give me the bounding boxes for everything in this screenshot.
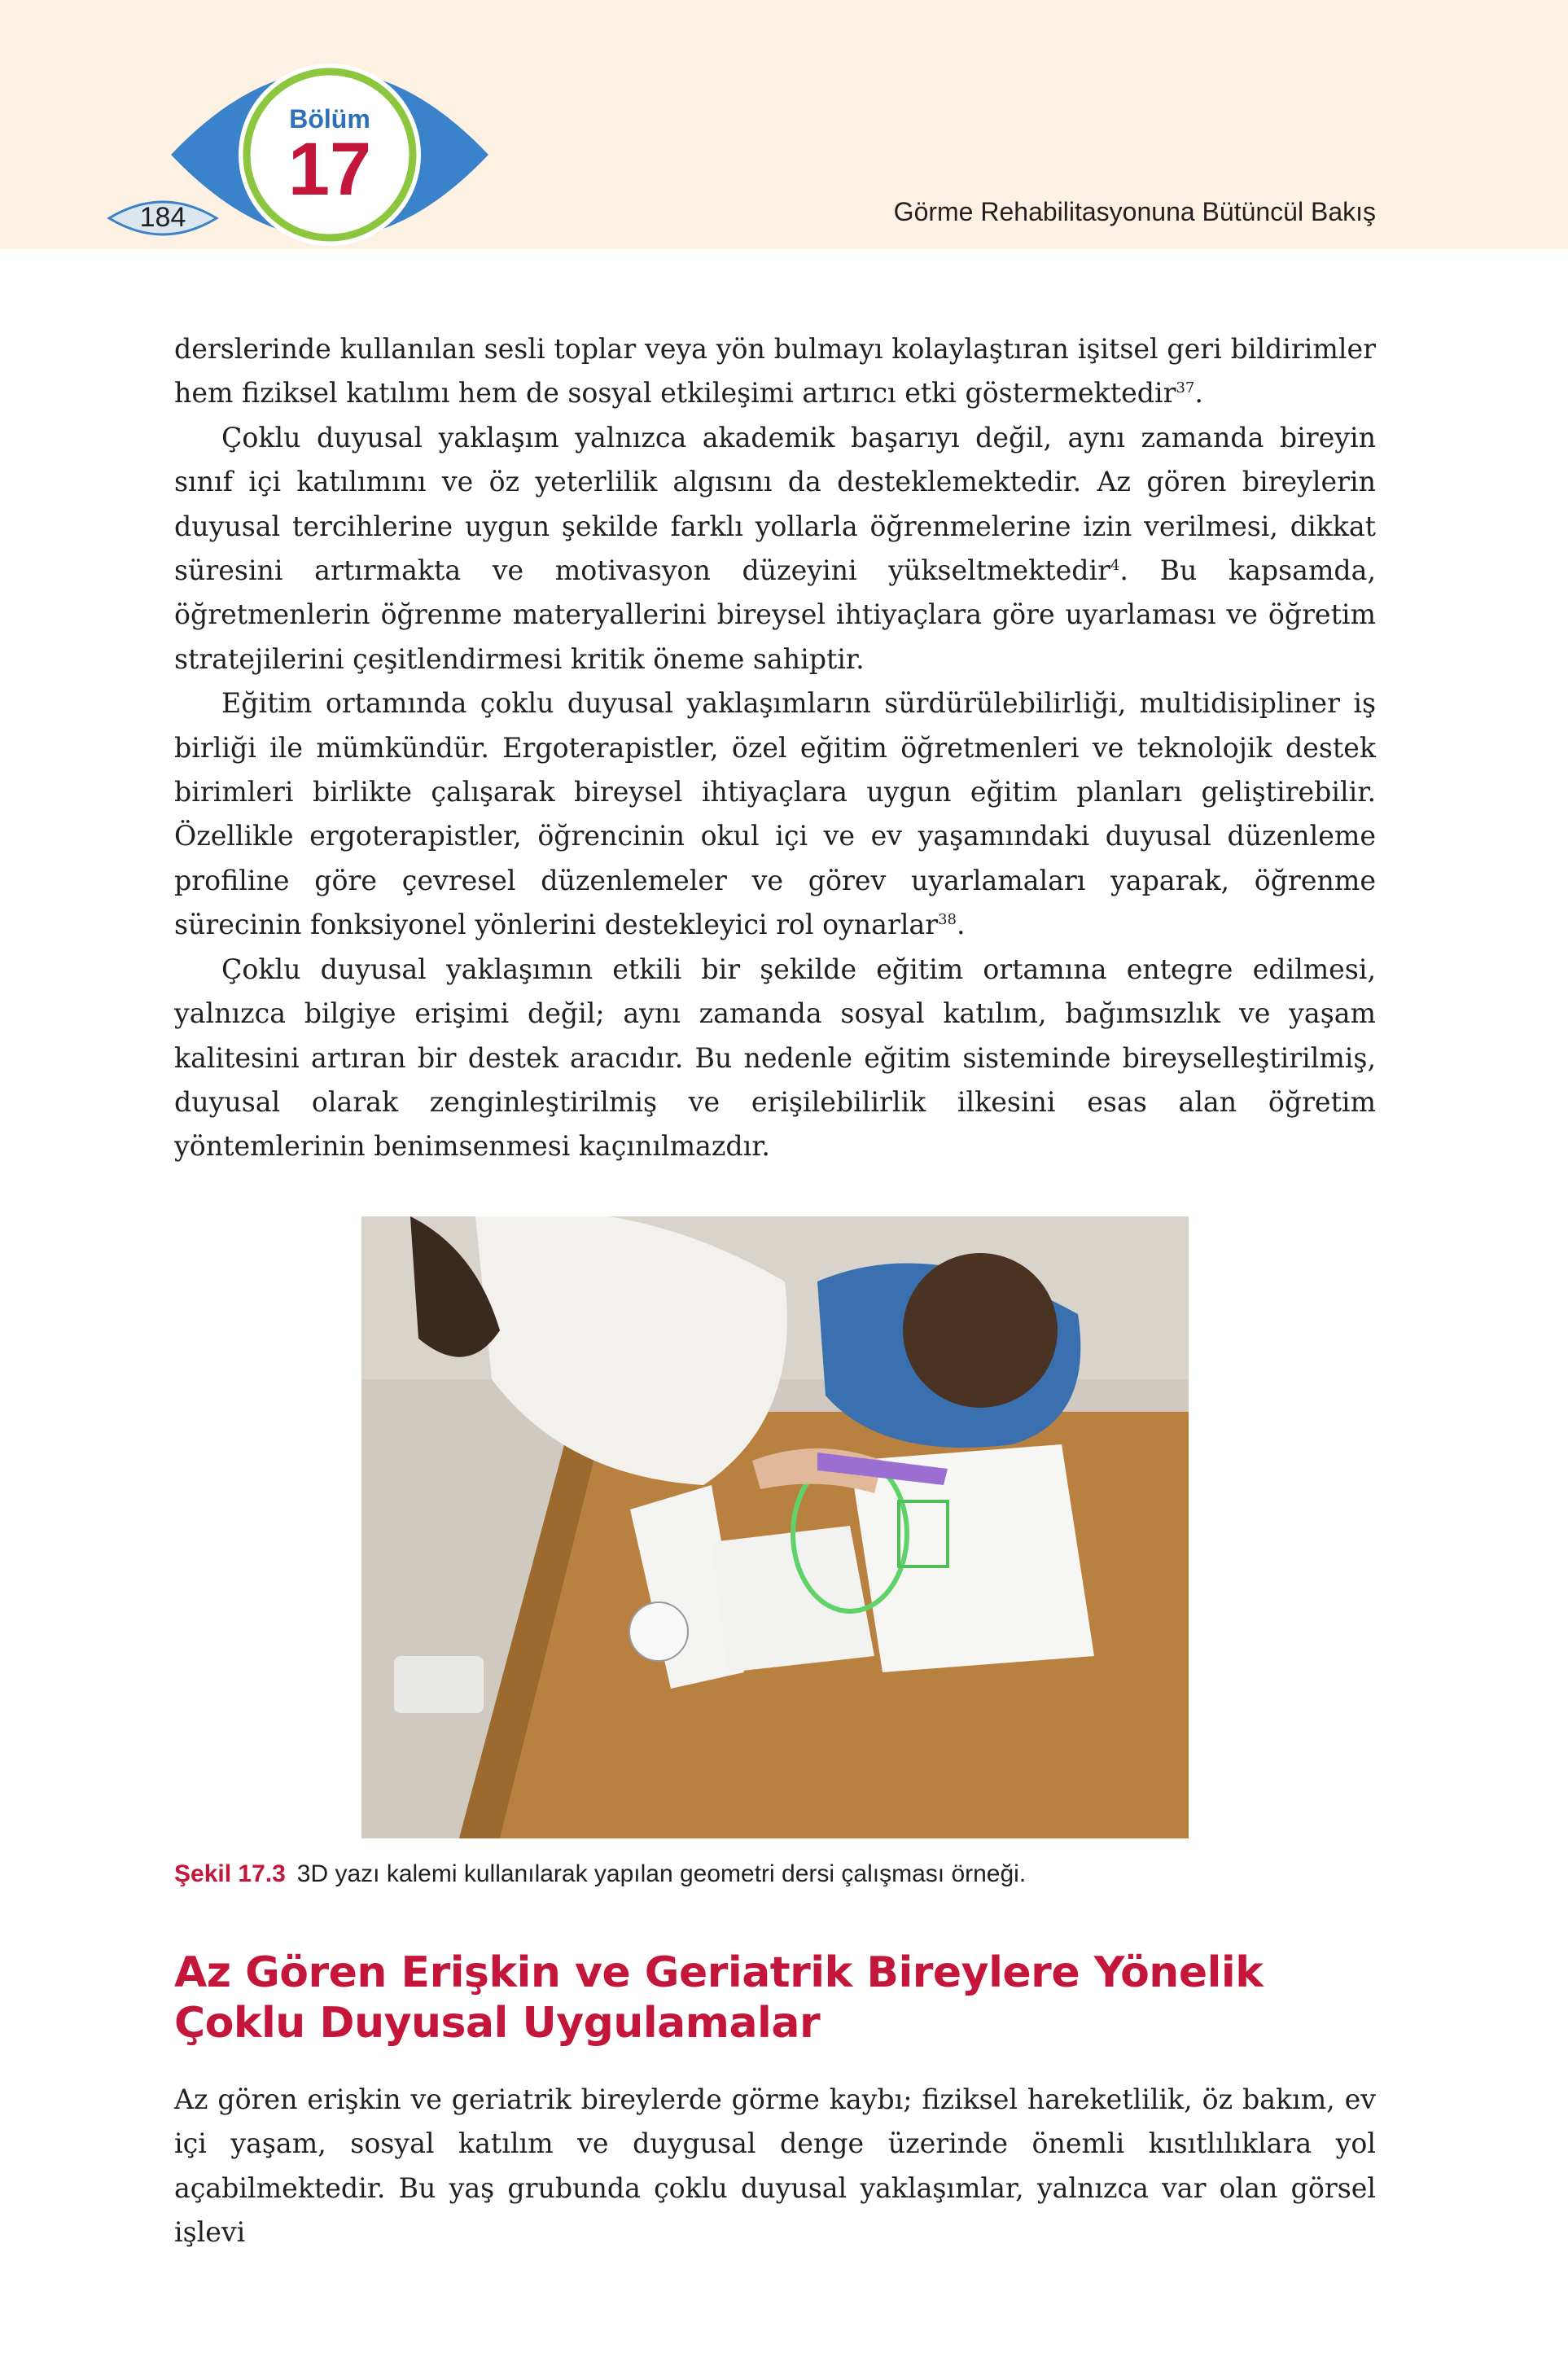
photo-illustration — [361, 1216, 1189, 1838]
body-text-top — [174, 327, 1376, 1169]
reference-37: 37 — [1176, 379, 1195, 397]
paragraph-3 — [174, 681, 1376, 947]
paragraph-2-text: Çoklu duyusal yaklaşım yalnızca akademik başarıyı değil, aynı zamanda bireyin sınıf içi katılımını ve öz yeterlilik algısını da desteklemektedir. Az gören bireylerin duyusal tercihlerine uygun şekilde farklı yollarla öğrenmelerine izin verilmesi, dikkat süresini artırmakta ve motivasyon düzeyini yükseltmektedir — [174, 421, 1376, 587]
section-heading: Az Gören Erişkin ve Geriatrik Bireylere Yönelik Çoklu Duyusal Uygulamalar — [174, 1948, 1264, 2048]
figure-caption — [174, 1860, 1379, 1888]
paragraph-1-end: . — [1194, 377, 1203, 410]
body-text-bottom — [174, 2078, 1376, 2255]
chapter-number: 17 — [287, 128, 372, 211]
paragraph-1-text: derslerinde kullanılan sesli toplar veya yön bulmayı kolaylaştıran işitsel geri bildirimler hem fiziksel katılımı hem de sosyal etkileşimi artırıcı etki göstermektedir — [174, 333, 1376, 410]
paragraph-3-end: . — [957, 909, 966, 941]
paragraph-1 — [174, 327, 1376, 416]
paragraph-2-end: . Bu kapsamda, öğretmenlerin öğrenme materyallerini bireysel ihtiyaçlara göre uyarlaması ve öğretim stratejilerini çeşitlendirmesi kritik öneme sahiptir. — [174, 554, 1376, 675]
figure-label: Şekil 17.3 — [174, 1860, 286, 1887]
paragraph-3-text: Eğitim ortamında çoklu duyusal yaklaşımların sürdürülebilirliği, multidisipliner iş birliği ile mümkündür. Ergoterapistler, özel eğitim öğretmenleri ve teknolojik destek birimleri birlikte çalışarak bireysel ihtiyaçlara uygun eğitim planları geliştirebilir. Özellikle ergoterapistler, öğrencinin okul içi ve ev yaşamındaki duyusal düzenleme profiline göre çevresel düzenlemeler ve görev uyarlamaları yaparak, öğrenme sürecinin fonksiyonel yönlerini destekleyici rol oynarlar — [174, 687, 1376, 941]
figure-photo — [361, 1216, 1189, 1838]
page-number: 184 — [139, 202, 186, 233]
section-paragraph-1: Az gören erişkin ve geriatrik bireylerde görme kaybı; fiziksel hareketlilik, öz bakım, ev içi yaşam, sosyal katılım ve duygusal denge üzerinde önemli kısıtlılıklara yol açabilmektedir. Bu yaş grubunda çoklu duyusal yaklaşımlar, yalnızca var olan görsel işlevi — [174, 2083, 1376, 2249]
reference-4: 4 — [1110, 556, 1120, 574]
paragraph-4: Çoklu duyusal yaklaşımın etkili bir şekilde eğitim ortamına entegre edilmesi, yalnızca bilgiye erişimi değil; aynı zamanda sosyal katılım, bağımsızlık ve yaşam kalitesini artıran bir destek aracıdır. Bu nedenle eğitim sisteminde bireyselleştirilmiş, duyusal olarak zenginleştirilmiş ve erişilebilirlik ilkesini esas alan öğretim yöntemlerinin benimsenmesi kaçınılmazdır. — [174, 953, 1376, 1163]
figure-caption-text: 3D yazı kalemi kullanılarak yapılan geometri dersi çalışması örneği. — [296, 1860, 1027, 1887]
paragraph-2 — [174, 416, 1376, 681]
reference-38: 38 — [938, 911, 957, 929]
running-title: Görme Rehabilitasyonuna Bütüncül Bakış — [893, 197, 1376, 226]
chapter-label: Bölüm — [289, 104, 370, 134]
